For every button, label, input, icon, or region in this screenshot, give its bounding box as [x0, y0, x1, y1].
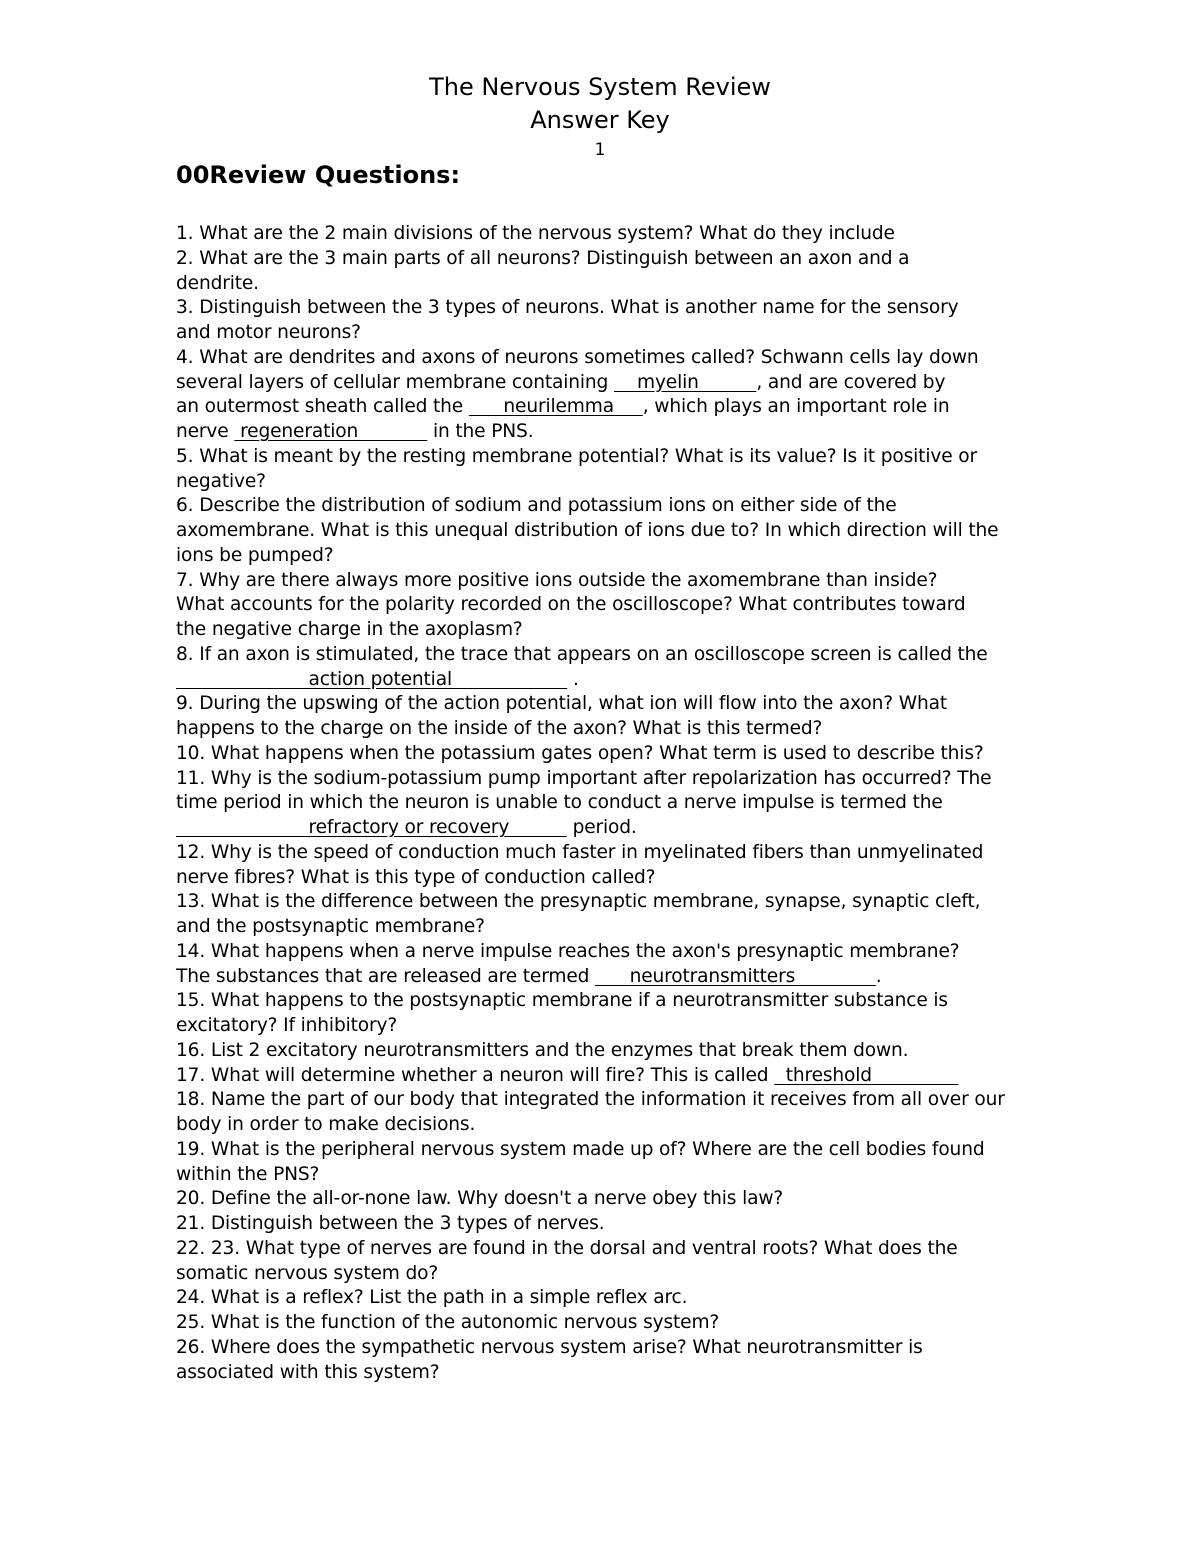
answer-blank-regeneration — [234, 421, 427, 442]
question-18-line-2: body in order to make decisions. — [176, 1114, 476, 1135]
answer-neurilemma: neurilemma — [503, 396, 614, 418]
question-14-line-2 — [176, 965, 1046, 990]
question-12-line-2: nerve fibres? What is this type of conduction called? — [176, 866, 656, 888]
question-5-line-1: 5. What is meant by the resting membrane potential? What is its value? Is it positive or — [176, 445, 977, 467]
question-16: 16. List 2 excitatory neurotransmitters and the enzymes that break them down. — [176, 1039, 909, 1061]
question-13-line-1: 13. What is the difference between the presynaptic membrane, synapse, synaptic cleft, — [176, 891, 981, 913]
question-7-line-2: What accounts for the polarity recorded on the oscilloscope? What contributes toward — [176, 594, 966, 616]
document-subtitle: Answer Key — [530, 106, 670, 134]
question-9-line-1: 9. During the upswing of the action potential, what ion will flow into the axon? What — [176, 693, 948, 715]
question-2-line-2: dendrite. — [176, 272, 259, 294]
question-4-text: several layers of cellular membrane containing — [176, 371, 614, 393]
question-4-line-4 — [176, 420, 1046, 445]
question-18-line-1: 18. Name the part of our body that integrated the information it receives from all over our — [176, 1089, 1005, 1111]
question-4-text: , and are covered by — [756, 371, 946, 393]
question-11-line-1: 11. Why is the sodium-potassium pump important after repolarization has occurred? The — [176, 767, 992, 789]
question-5-line-2: negative? — [176, 470, 266, 492]
answer-refractory: refractory or recovery — [308, 817, 510, 838]
answer-blank-neurilemma — [469, 396, 643, 417]
question-19-line-1: 19. What is the peripheral nervous system made up of? Where are the cell bodies found — [176, 1138, 985, 1160]
question-20: 20. Define the all-or-none law. Why doesn't a nerve obey this law? — [176, 1188, 784, 1210]
question-22-line-1: 22. 23. What type of nerves are found in the dorsal and ventral roots? What does the — [176, 1237, 958, 1259]
question-7-line-3: the negative charge in the axoplasm? — [176, 619, 523, 640]
question-8-line-1: 8. If an axon is stimulated, the trace that appears on an oscilloscope screen is called the — [176, 643, 988, 665]
section-heading: 00Review Questions: — [176, 161, 461, 189]
question-4-line-2 — [176, 371, 1046, 396]
question-7-line-1: 7. Why are there always more positive ions outside the axomembrane than inside? — [176, 569, 938, 591]
answer-blank-myelin — [614, 372, 756, 393]
question-15-line-2: excitatory? If inhibitory? — [176, 1015, 398, 1036]
question-1: 1. What are the 2 main divisions of the nervous system? What do they include — [176, 223, 895, 244]
question-4-text: an outermost sheath called the — [176, 396, 469, 418]
question-3-line-1: 3. Distinguish between the 3 types of neurons. What is another name for the sensory — [176, 297, 959, 319]
questions-list — [176, 222, 1046, 1385]
question-26-line-2: associated with this system? — [176, 1361, 440, 1383]
question-15-line-1: 15. What happens to the postsynaptic membrane if a neurotransmitter substance is — [176, 990, 948, 1012]
question-25: 25. What is the function of the autonomic nervous system? — [176, 1312, 720, 1333]
answer-myelin: myelin — [636, 371, 699, 393]
question-6-line-2: axomembrane. What is this unequal distribution of ions due to? In which direction will the — [176, 520, 999, 541]
answer-blank-neurotransmitters — [595, 966, 876, 987]
question-8-line-2 — [176, 668, 1046, 693]
question-21: 21. Distinguish between the 3 types of nerves. — [176, 1213, 605, 1234]
question-4-line-3 — [176, 395, 1046, 420]
question-9-line-2: happens to the charge on the inside of the axon? What is this termed? — [176, 718, 823, 739]
question-4-text: , which plays an important role in — [642, 396, 950, 418]
answer-neurotransmitters: neurotransmitters — [629, 965, 796, 987]
answer-blank-action-potential — [176, 669, 567, 690]
question-11-text: period. — [566, 817, 637, 838]
question-19-line-2: within the PNS? — [176, 1163, 320, 1185]
question-11-line-2: time period in which the neuron is unable to conduct a nerve impulse is termed the — [176, 792, 943, 814]
question-10: 10. What happens when the potassium gates open? What term is used to describe this? — [176, 742, 984, 764]
question-8-text: . — [567, 668, 579, 690]
question-17 — [176, 1064, 1046, 1089]
question-13-line-2: and the postsynaptic membrane? — [176, 916, 485, 937]
answer-threshold: threshold — [785, 1064, 872, 1086]
question-26-line-1: 26. Where does the sympathetic nervous system arise? What neurotransmitter is — [176, 1336, 923, 1358]
document-title: The Nervous System Review — [429, 73, 771, 101]
question-6-line-1: 6. Describe the distribution of sodium and potassium ions on either side of the — [176, 495, 897, 517]
page-number: 1 — [594, 140, 606, 160]
question-4-text: nerve — [176, 421, 235, 442]
question-14-line-1: 14. What happens when a nerve impulse reaches the axon's presynaptic membrane? — [176, 940, 960, 962]
question-6-line-3: ions be pumped? — [176, 544, 334, 566]
question-2-line-1: 2. What are the 3 main parts of all neurons? Distinguish between an axon and a — [176, 247, 910, 269]
answer-action-potential: action potential — [308, 668, 452, 690]
question-4-text: in the PNS. — [427, 421, 534, 442]
question-4-line-1: 4. What are dendrites and axons of neurons sometimes called? Schwann cells lay down — [176, 346, 979, 368]
answer-blank-refractory — [176, 817, 567, 838]
answer-regeneration: regeneration — [240, 421, 359, 442]
question-17-text: 17. What will determine whether a neuron will fire? This is called — [176, 1064, 775, 1086]
question-3-line-2: and motor neurons? — [176, 322, 361, 343]
question-12-line-1: 12. Why is the speed of conduction much faster in myelinated fibers than unmyelinated — [176, 841, 984, 863]
question-24: 24. What is a reflex? List the path in a simple reflex arc. — [176, 1287, 688, 1309]
question-11-line-3 — [176, 816, 1046, 841]
question-14-text: . — [875, 965, 882, 987]
answer-blank-threshold — [774, 1065, 958, 1086]
question-14-text: The substances that are released are termed — [176, 965, 596, 987]
question-22-line-2: somatic nervous system do? — [176, 1262, 439, 1284]
